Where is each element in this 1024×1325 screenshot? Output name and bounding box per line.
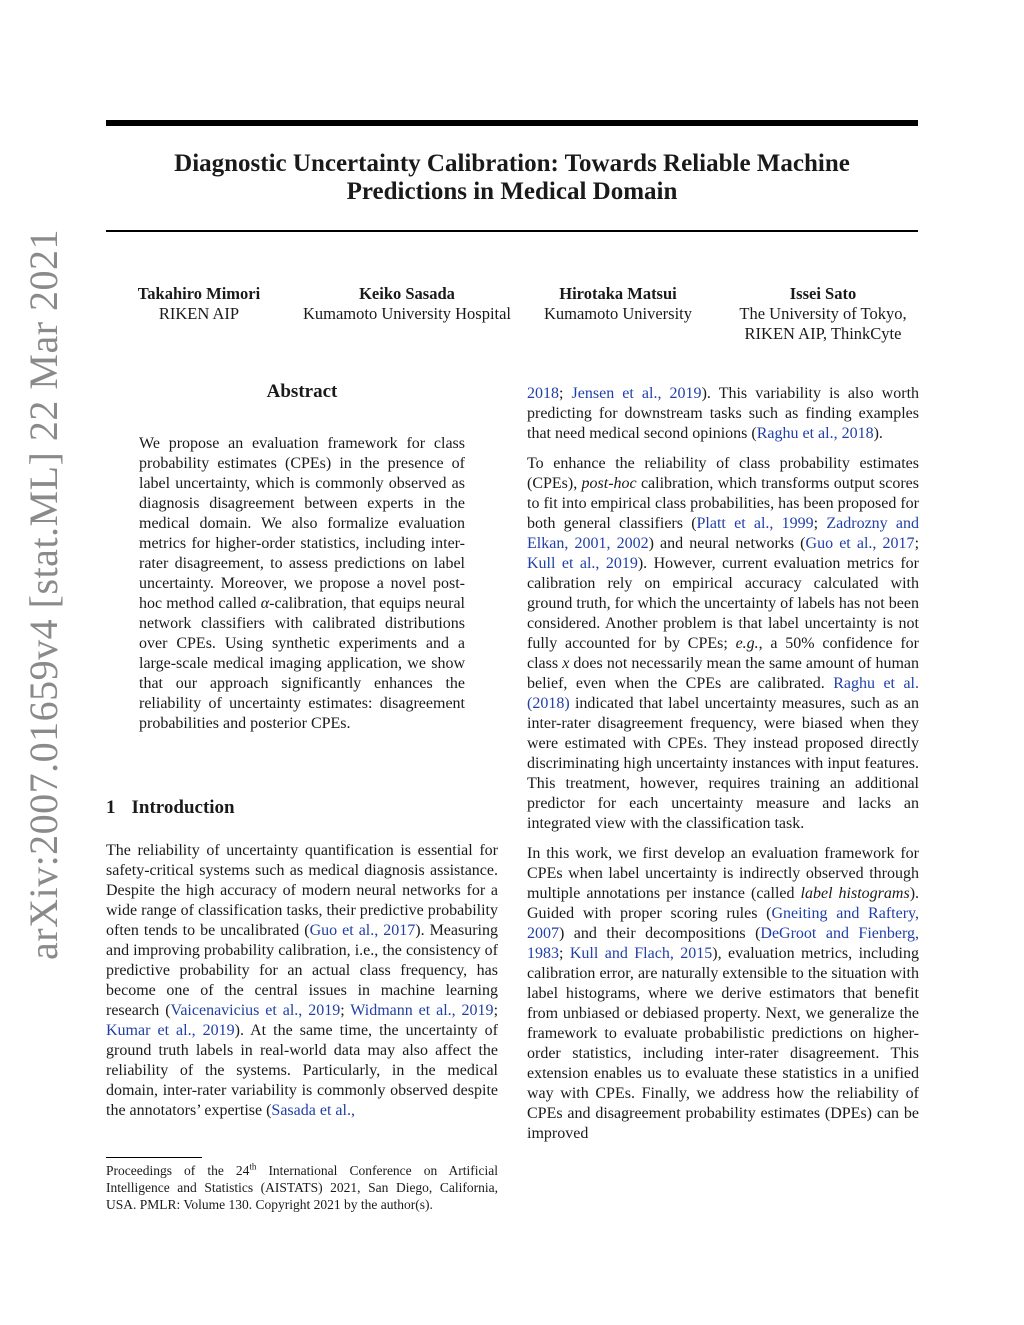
text-run: The reliability of uncertainty quantification is essential for safety-critical systems such as medical diagnosis assistance. Despite the high accuracy of modern neural networks for a wide range of classification tasks, their predictive probability often tends to be uncalibrated ( [106, 842, 498, 939]
text-run: ). Measuring and improving probability calibration, i.e., the consistency of predictive probability for an actual class frequency, has become one of the central issues in machine learning research ( [106, 922, 499, 1019]
text-run: Proceedings of the 24 [106, 1163, 250, 1178]
section-title: Introduction [131, 797, 235, 818]
author-name: Issei Sato [789, 284, 857, 303]
text-run: To enhance the reliability of class probability estimates (CPEs), [527, 455, 919, 492]
citation-link[interactable]: Vaicenavicius et al., 2019 [170, 1002, 341, 1019]
superscript: th [249, 1161, 257, 1172]
text-run: ; [813, 515, 827, 532]
author-1 [120, 284, 278, 324]
text-run: , a 50% confidence for class [527, 635, 919, 672]
citation-link[interactable]: Kull and Flach, 2015 [569, 945, 713, 962]
intro-paragraph [106, 841, 498, 1121]
section-heading-introduction [106, 797, 235, 819]
emphasis: e.g. [735, 635, 759, 652]
author-2 [288, 284, 526, 324]
text-run: ; [340, 1002, 351, 1019]
citation-link[interactable]: Zadrozny and Elkan, 2001, 2002 [527, 515, 919, 552]
abstract-text [139, 434, 465, 734]
author-name: Keiko Sasada [359, 284, 455, 303]
text-run: ). Guided with proper scoring rules ( [527, 885, 920, 922]
text-run: In this work, we first develop an evaluation framework for CPEs when label uncertainty is indirectly observed through multiple annotations per instance (called [527, 845, 919, 902]
paragraph [527, 844, 919, 1144]
paper-title [106, 150, 918, 206]
text-run: ; [559, 945, 570, 962]
abstract-heading: Abstract [266, 381, 338, 402]
citation-link[interactable]: Platt et al., 1999 [696, 515, 814, 532]
citation-link[interactable]: Raghu et al. (2018) [527, 675, 920, 712]
citation-link[interactable]: Sasada et al., [271, 1102, 355, 1119]
emphasis: label histograms [800, 885, 910, 902]
citation-link[interactable]: Widmann et al., 2019 [350, 1002, 494, 1019]
footnote [106, 1162, 498, 1213]
text-run: does not necessarily mean the same amount of human belief, even when the CPEs are calibrated. [527, 655, 919, 692]
text-run: calibration, which transforms output scores to fit into empirical class probabilities, has been proposed for both general classifiers ( [527, 475, 919, 532]
abstract-text-part: -calibration, that equips neural network classifiers with calibrated distributions over CPEs. Using synthetic experiments and a large-scale medical imaging application, we show that our approach significantly enhances the reliability of uncertainty estimates: disagreement probabilities and posterior CPEs. [139, 595, 466, 732]
title-line-2: Predictions in Medical Domain [346, 178, 678, 205]
citation-link[interactable]: Raghu et al., 2018 [756, 425, 874, 442]
author-3 [532, 284, 704, 324]
title-line-1: Diagnostic Uncertainty Calibration: Towards Reliable Machine [174, 150, 850, 177]
citation-link[interactable]: Kumar et al., 2019 [106, 1022, 235, 1039]
author-4 [724, 284, 922, 344]
paragraph [527, 454, 919, 834]
text-run: indicated that label uncertainty measures, such as an inter-rater disagreement frequency, were biased when they were estimated with CPEs. They instead proposed directly discriminating high uncertainty instances with input features. This treatment, however, requires training an additional predictor for each uncertainty measure and lacks an integrated view with the classification task. [527, 695, 919, 832]
text-run: ; [914, 535, 920, 552]
paragraph [527, 384, 919, 444]
alpha-symbol: α [260, 595, 270, 612]
text-run: ; [493, 1002, 499, 1019]
text-run: ) and neural networks ( [648, 535, 806, 552]
text-run: ). This variability is also worth predicting for downstream tasks such as finding examples that need medical second opinions ( [527, 385, 920, 442]
author-name: Takahiro Mimori [137, 284, 261, 303]
citation-link[interactable]: Gneiting and Raftery, 2007 [527, 905, 919, 942]
text-run: ), evaluation metrics, including calibration error, are naturally extensible to the situation with label histograms, where we derive estimators that benefit from unbiased or debiased property. Next, we generalize the framework to evaluate probabilistic predictions on higher-order statistics, including inter-rater disagreement. This extension enables us to evaluate these statistics in a unified way with CPEs. Finally, we address how the reliability of CPEs and disagreement probability estimates (DPEs) can be improved [527, 945, 919, 1142]
text-run: ). [873, 425, 883, 442]
author-affiliation-2: RIKEN AIP, ThinkCyte [744, 324, 902, 343]
text-run: International Conference on Artificial Intelligence and Statistics (AISTATS) 2021, San Diego, California, USA. PMLR: Volume 130. Copyright 2021 by the author(s). [106, 1163, 498, 1212]
author-name: Hirotaka Matsui [559, 284, 677, 303]
abstract-text-part: We propose an evaluation framework for class probability estimates (CPEs) in the presence of label uncertainty, which is commonly observed as diagnosis disagreement between experts in the medical domain. We also formalize evaluation metrics for higher-order statistics, including inter-rater disagreement, to assess predictions on label uncertainty. Moreover, we propose a novel post-hoc method called [139, 435, 465, 612]
author-affiliation: The University of Tokyo, [739, 304, 907, 323]
citation-link[interactable]: Jensen et al., 2019 [571, 385, 702, 402]
text-run: ). At the same time, the uncertainty of ground truth labels in real-world data may also affect the reliability of the systems. Particularly, in the medical domain, inter-rater variability is commonly observed despite the annotators’ expertise ( [106, 1022, 498, 1119]
text-run: ) and their decompositions ( [559, 925, 761, 942]
author-affiliation: RIKEN AIP [158, 304, 240, 323]
citation-link[interactable]: DeGroot and Fienberg, 1983 [527, 925, 919, 962]
citation-link[interactable]: Guo et al., 2017 [805, 535, 915, 552]
text-run: ; [559, 385, 572, 402]
section-number: 1 [106, 797, 116, 818]
author-affiliation: Kumamoto University Hospital [302, 304, 512, 323]
citation-link[interactable]: Kull et al., 2019 [527, 555, 638, 572]
author-affiliation: Kumamoto University [543, 304, 693, 323]
citation-link[interactable]: Guo et al., 2017 [309, 922, 416, 939]
title-rule-bottom [106, 230, 918, 232]
citation-link[interactable]: 2018 [527, 385, 559, 402]
footnote-rule [106, 1157, 202, 1158]
emphasis: x [562, 655, 570, 672]
text-run: ). However, current evaluation metrics for calibration rely on empirical accuracy calculated with ground truth, for which the uncertainty of labels has not been considered. Another problem is that label uncertainty is not fully accounted for by CPEs; [527, 555, 919, 652]
emphasis: post-hoc [581, 475, 637, 492]
arxiv-stamp: arXiv:2007.01659v4 [stat.ML] 22 Mar 2021 [21, 228, 66, 960]
right-column [527, 384, 919, 1154]
title-rule-top [106, 120, 918, 126]
